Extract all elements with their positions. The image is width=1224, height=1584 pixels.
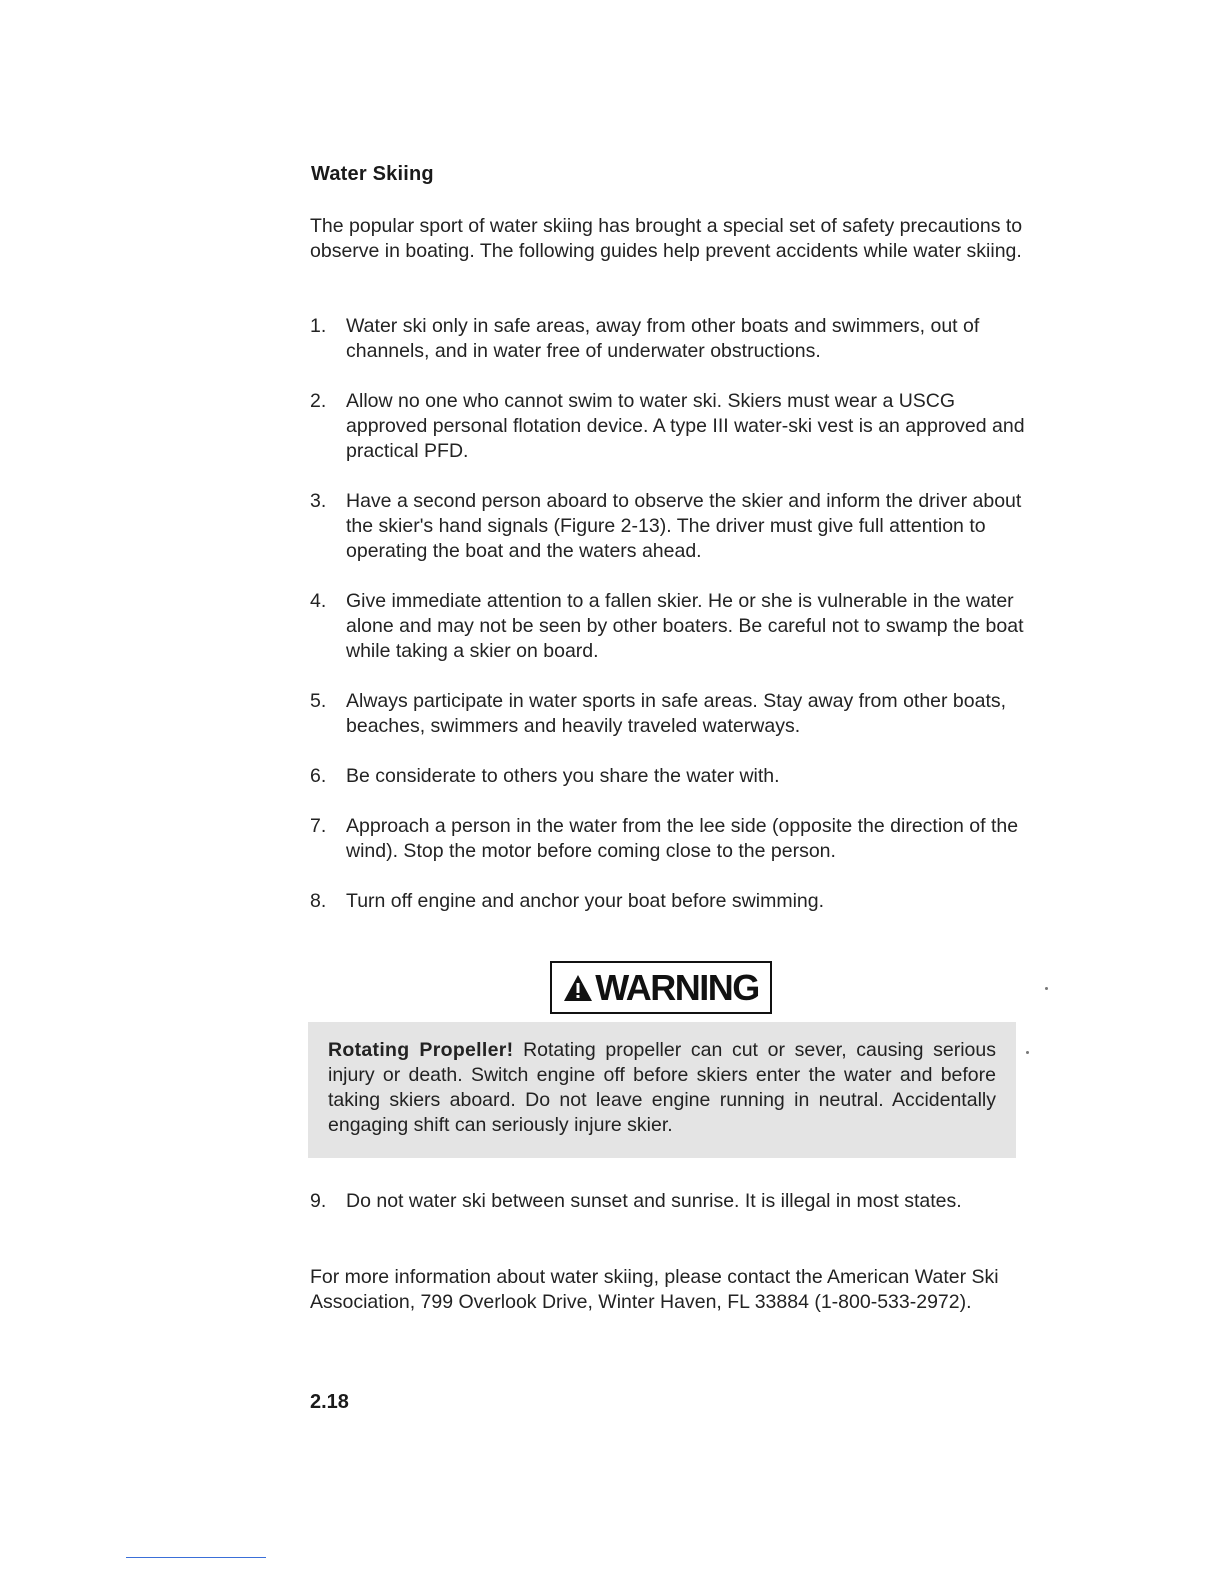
warning-lead: Rotating Propeller! <box>328 1039 514 1061</box>
list-item-text: Turn off engine and anchor your boat before swimming. <box>346 890 825 912</box>
list-item-text: Allow no one who cannot swim to water ski. Skiers must wear a USCG approved personal flotation device. A type III water-ski vest is an approved and practical PFD. <box>346 390 1025 462</box>
warning-badge <box>550 961 772 1014</box>
list-item <box>310 889 1030 914</box>
intro-paragraph: The popular sport of water skiing has brought a special set of safety precautions to observe in boating. The following guides help prevent accidents while water skiing. <box>310 215 1023 262</box>
page-number: 2.18 <box>310 1391 349 1413</box>
list-item-text: Have a second person aboard to observe the skier and inform the driver about the skier's hand signals (Figure 2-13). The driver must give full attention to operating the boat and the waters ahead. <box>346 490 1022 562</box>
list-item <box>310 1189 1030 1214</box>
list-item-number: 7. <box>310 815 327 837</box>
list-item-number: 5. <box>310 690 327 712</box>
warning-triangle-icon <box>563 973 593 1003</box>
list-item-text: Give immediate attention to a fallen skier. He or she is vulnerable in the water alone and may not be seen by other boaters. Be careful not to swamp the boat while taking a skier on board. <box>346 590 1024 662</box>
closing-paragraph: For more information about water skiing, please contact the American Water Ski Association, 799 Overlook Drive, Winter Haven, FL 33884 (1-800-533-2972). <box>310 1266 999 1313</box>
warning-body: Rotating propeller can cut or sever, causing serious injury or death. Switch engine off before skiers enter the water and before taking skiers aboard. Do not leave engine running in neutral. Accidentally engaging shift can seriously injure skier. <box>328 1039 996 1136</box>
list-item <box>310 489 1030 564</box>
list-item-number: 8. <box>310 890 327 912</box>
list-item-text: Do not water ski between sunset and sunrise. It is illegal in most states. <box>346 1190 962 1212</box>
list-item <box>310 389 1030 464</box>
list-item-number: 4. <box>310 590 327 612</box>
list-item-number: 2. <box>310 390 327 412</box>
guideline-list-continued <box>310 1189 1030 1214</box>
warning-message-box <box>308 1022 1016 1158</box>
scan-speck <box>1045 987 1048 990</box>
list-item-text: Water ski only in safe areas, away from other boats and swimmers, out of channels, and in water free of underwater obstructions. <box>346 315 980 362</box>
scan-speck <box>1026 1051 1029 1054</box>
list-item-number: 1. <box>310 315 327 337</box>
bottom-rule <box>126 1557 266 1558</box>
list-item <box>310 589 1030 664</box>
list-item-text: Approach a person in the water from the lee side (opposite the direction of the wind). Stop the motor before coming close to the person. <box>346 815 1019 862</box>
guideline-list <box>310 314 1030 939</box>
list-item-number: 9. <box>310 1190 327 1212</box>
list-item-text: Always participate in water sports in safe areas. Stay away from other boats, beaches, swimmers and heavily traveled waterways. <box>346 690 1007 737</box>
list-item-number: 6. <box>310 765 327 787</box>
list-item <box>310 314 1030 364</box>
warning-label: WARNING <box>595 966 759 1008</box>
list-item-number: 3. <box>310 490 327 512</box>
list-item <box>310 689 1030 739</box>
section-title: Water Skiing <box>311 163 434 185</box>
list-item <box>310 764 1030 789</box>
list-item-text: Be considerate to others you share the water with. <box>346 765 780 787</box>
list-item <box>310 814 1030 864</box>
warning-message <box>328 1038 996 1138</box>
